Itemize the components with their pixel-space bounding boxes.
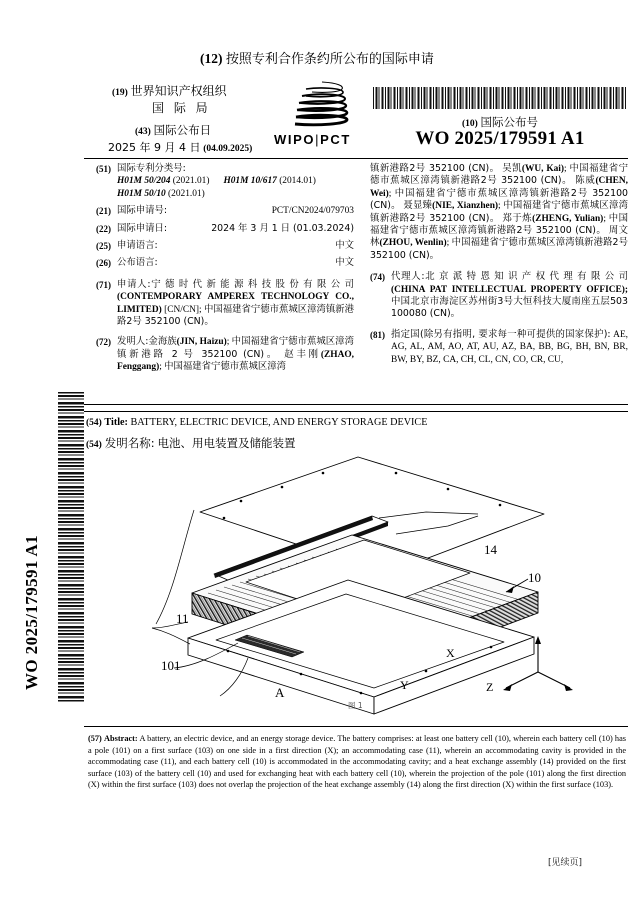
publication-date-value-line <box>108 139 252 155</box>
spine-barcode <box>58 392 84 702</box>
title-english-text: BATTERY, ELECTRIC DEVICE, AND ENERGY STORAGE DEVICE <box>130 417 428 428</box>
org-bureau: 国 际 局 <box>152 101 211 115</box>
field-ipc-row-1 <box>117 175 354 187</box>
ref-label-X: X <box>446 646 455 660</box>
field-publication-language-tag: (26) <box>96 258 111 269</box>
field-application-number-tag: (21) <box>96 206 111 217</box>
field-application-date-value: 2024 年 3 月 1 日 (01.03.2024) <box>211 222 354 234</box>
field-ipc-tag: (51) <box>96 164 111 174</box>
inventor-0-name-cn: 金海族 <box>148 336 177 348</box>
abstract-block <box>88 733 626 791</box>
battery-exploded-view-svg <box>96 452 628 720</box>
inventor-6-name-cn: 周文林 <box>370 225 628 249</box>
ipc-code-0: H01M 50/204 <box>117 176 171 187</box>
ref-label-101: 101 <box>161 658 181 673</box>
field-applicant-label: 申请人: <box>117 278 151 290</box>
continuation-note: [见续页] <box>548 858 583 868</box>
field-inventors-label: 发明人: <box>117 336 149 348</box>
field-applicant <box>96 279 354 329</box>
field-application-number-label: 国际申请号: <box>117 205 168 217</box>
applicant-name-cn: 宁 德 时 代 新 能 源 科 技 股 份 有 限 公 司 <box>150 278 354 290</box>
bibliographic-block <box>96 163 628 403</box>
field-filing-language <box>96 240 354 252</box>
title-rule <box>84 411 628 412</box>
field-agent-tag: (74) <box>370 272 385 283</box>
inventors-continued: 镇新港路2号 352100 (CN)。 吴凯(WU, Kai); 中国福建省宁德市蕉城区漳湾镇新港路2号 352100 (CN)。 陈威(CHEN, Wei); 中国福建省宁德市蕉城区漳湾镇新港路2号 352100 (CN)。 聂显臻(NIE, Xianzhen); 中国福建省宁德市蕉城区漳湾镇新港路2号 352100 (CN)。 郑于炼(ZHENG, Yulian); 中国福建省宁德市蕉城区漳湾镇新港路2号 352100 (CN)。 周文林(ZHOU, Wenlin); 中国福建省宁德市蕉城区漳湾镇新港路2号 352100 (CN)。 <box>370 163 629 261</box>
field-ipc-label: 国际专利分类号: <box>117 163 186 174</box>
org-tag: (19) <box>112 88 128 98</box>
ipc-version-2: (2021.01) <box>168 188 205 199</box>
field-agent-label: 代理人: <box>391 271 425 283</box>
bib-column-left <box>96 163 354 379</box>
title-english-tag: (54) <box>86 418 102 428</box>
ref-label-A: A <box>275 685 285 700</box>
wipo-logo <box>272 80 368 152</box>
ref-label-Z: Z <box>486 680 494 694</box>
field-filing-language-value: 中文 <box>335 240 354 252</box>
field-application-number-value: PCT/CN2024/079703 <box>271 206 354 217</box>
wipo-separator: | <box>315 132 321 147</box>
title-chinese-label: 发明名称: <box>104 436 155 450</box>
field-publication-language-value: 中文 <box>335 257 354 269</box>
field-designated-states <box>370 329 628 366</box>
inventor-3-name-en: (CHEN, Wei) <box>370 176 628 199</box>
wipo-globe-icon <box>282 80 356 134</box>
inventor-6-name-en: (ZHOU, Wenlin) <box>379 238 447 249</box>
bib-column-right <box>370 163 628 371</box>
inventor-1-name-cn: 赵丰刚 <box>284 348 321 360</box>
publication-barcode <box>373 87 627 109</box>
applicant-address: 中国福建省宁德市蕉城区漳湾镇新港路2号 352100 (CN)。 <box>117 303 354 328</box>
inventor-1-address-partial: 中国福建省宁德市蕉城区漳湾 <box>164 361 287 373</box>
publication-date-value: 2025 年 9 月 4 日 <box>108 141 201 154</box>
field-publication-language <box>96 257 354 269</box>
publication-number-tag: (10) <box>461 119 478 129</box>
ref-label-Y: Y <box>400 678 409 692</box>
inventor-3-name-cn: 陈威 <box>575 175 596 187</box>
field-ipc <box>96 163 354 200</box>
ipc-code-2: H01M 50/10 <box>117 188 166 199</box>
field-inventors: (72) 发明人:金海族(JIN, Haizu); 中国福建省宁德市蕉城区漳湾镇新港路 2 号 352100 (CN)。 赵丰刚(ZHAO, Fenggang); 中国福建省宁德市蕉城区漳湾 <box>96 336 354 373</box>
abstract-label: Abstract: <box>104 734 138 743</box>
kind-code-text: 按照专利合作条约所公布的国际申请 <box>225 52 434 67</box>
title-english-label: Title: <box>104 417 128 428</box>
inventor-1-address-cont: 镇新港路2号 352100 (CN)。 <box>370 163 500 174</box>
inventor-2-name-cn: 吴凯 <box>502 163 522 174</box>
inventor-5-name-en: (ZHENG, Yulian) <box>532 213 604 224</box>
abstract-tag: (57) <box>88 734 102 743</box>
publication-number-value: WO 2025/179591 A1 <box>415 128 585 149</box>
org-name: 世界知识产权组织 <box>130 84 227 98</box>
inventor-0-address: 中国福建省宁德市蕉城区漳湾镇新港路 2 号 352100 (CN)。 <box>117 336 354 360</box>
inventor-4-name-cn: 聂显臻 <box>403 200 433 212</box>
wipo-org-line <box>112 82 227 99</box>
inventor-0-name-en: (JIN, Haizu) <box>176 337 227 348</box>
inventor-5-name-cn: 郑于炼 <box>502 212 533 224</box>
inventor-6-address: 中国福建省宁德市蕉城区漳湾镇新港路2号 352100 (CN)。 <box>370 237 628 261</box>
bib-rule-bottom <box>84 404 628 405</box>
bib-rule-top <box>84 158 628 159</box>
agent-name-cn: 北 京 派 特 恩 知 识 产 权 代 理 有 限 公 司 <box>424 271 628 283</box>
inventor-3-address: 中国福建省宁德市蕉城区漳湾镇新港路2号 352100 (CN)。 <box>370 187 629 212</box>
inventor-2-name-en: (WU, Kai) <box>521 164 565 174</box>
abstract-rule <box>84 726 628 727</box>
inventor-1-name-en: (ZHAO, Fenggang) <box>117 349 354 373</box>
publication-date-tag: (43) <box>135 127 151 137</box>
kind-code-tag: (12) <box>200 51 223 66</box>
title-english <box>86 417 427 428</box>
figure-caption: 图 1 <box>348 701 363 710</box>
field-application-date <box>96 223 354 235</box>
inventor-4-address: 中国福建省宁德市蕉城区漳湾镇新港路2号 352100 (CN)。 <box>370 200 628 224</box>
field-agent <box>370 271 628 321</box>
applicant-country: [CN/CN]; <box>164 304 202 315</box>
field-inventors-tag: (72) <box>96 337 111 348</box>
ref-label-10: 10 <box>528 570 541 585</box>
title-chinese <box>86 435 295 451</box>
field-application-number <box>96 205 354 217</box>
field-designated-states-label: 指定国(除另有指明, 要求每一种可提供的国家保护): <box>391 328 611 340</box>
title-chinese-text: 电池、用电装置及储能装置 <box>157 436 296 450</box>
publication-date-label-line <box>135 122 211 138</box>
field-publication-language-label: 公布语言: <box>117 257 158 269</box>
field-designated-states-value: AE, AG, AL, AM, AO, AT, AU, AZ, BA, BB, BG, BH, BN, BR, BW, BY, BZ, CA, CH, CL, CN, CO, CR, CU, <box>391 329 629 365</box>
inventor-2-address: 中国福建省宁德市蕉城区漳湾镇新港路2号 352100 (CN)。 <box>370 163 628 187</box>
ipc-version-1: (2014.01) <box>279 176 316 187</box>
wipo-wordmark <box>274 132 351 147</box>
title-chinese-tag: (54) <box>86 440 102 450</box>
ref-label-11: 11 <box>176 611 189 626</box>
publication-date-label: 国际公布日 <box>153 123 212 137</box>
publication-number-label: 国际公布号 <box>480 115 539 129</box>
publication-kind-line <box>200 48 434 67</box>
wipo-word: WIPO <box>274 132 316 147</box>
publication-date-iso: (04.09.2025) <box>203 144 253 154</box>
field-ipc-row-2 <box>117 188 354 200</box>
ipc-version-0: (2021.01) <box>172 176 210 187</box>
agent-address: 中国北京市海淀区苏州街3号大恒科技大厦南座五层503 100080 (CN)。 <box>391 296 628 320</box>
field-filing-language-tag: (25) <box>96 241 111 252</box>
applicant-name-en: (CONTEMPORARY AMPEREX TECHNOLOGY CO., LIMITED) <box>117 292 354 315</box>
field-application-date-label: 国际申请日: <box>117 222 168 234</box>
abstract-text: A battery, an electric device, and an energy storage device. The battery comprises: at least one battery cell (10), wherein each battery cell (10) has a pole (101) on a first surface (103) on one side in a first direction (X); an accommodating case (11), wherein an accommodating cavity is provided in the accommodating case (11), and each battery cell (10) is accommodated in the accommodating cavity; and a heat exchange assembly (14) provided on the first surface (103) of the battery cell (10) and used for exchanging heat with each battery cell (10), wherein the projection of the pole (101) along the first direction (X) within the first surface (103) does not overlap the projection of the heat exchange assembly (14) along the first direction (X) within the first surface (103). <box>88 734 626 790</box>
agent-name-en: (CHINA PAT INTELLECTUAL PROPERTY OFFICE); <box>391 284 628 295</box>
field-application-date-tag: (22) <box>96 223 111 234</box>
field-applicant-tag: (71) <box>96 279 111 290</box>
inventor-5-address: 中国福建省宁德市蕉城区漳湾镇新港路2号 352100 (CN)。 <box>370 212 628 237</box>
ref-label-14: 14 <box>484 542 497 557</box>
field-designated-states-tag: (81) <box>370 329 385 340</box>
spine-publication-number: WO 2025/179591 A1 <box>22 534 41 690</box>
pct-word: PCT <box>320 132 351 147</box>
patent-figure <box>96 452 628 720</box>
inventor-4-name-en: (NIE, Xianzhen) <box>432 201 499 212</box>
field-filing-language-label: 申请语言: <box>117 240 158 252</box>
ipc-code-1: H01M 10/617 <box>223 176 277 187</box>
